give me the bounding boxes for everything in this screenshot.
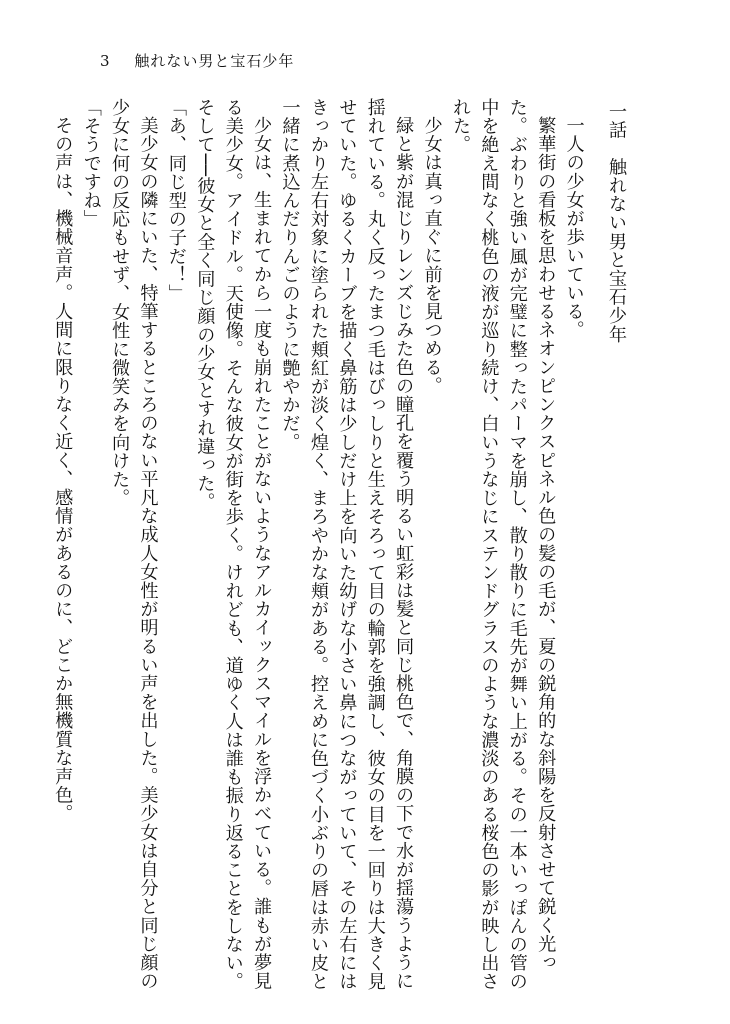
chapter-heading-gap <box>607 139 625 157</box>
paragraph: 少女は、生まれてから一度も崩れたことがないようなアルカイックスマイルを浮かべている。誰もが夢見る美少女。アイドル。天使像。そんな彼女が街を歩く。けれども、道ゆく人は誰も振り返ることをしない。そして──彼女と全く同じ顔の少女とすれ違った。 <box>194 98 273 991</box>
chapter-number: 一話 <box>606 102 627 140</box>
heading-spacer <box>588 98 602 998</box>
paragraph: 繁華街の看板を思わせるネオンピンクスピネル色の髪の毛が、夏の鋭角的な斜陽を反射させて鋭く光った。ぶわりと強い風が完璧に整ったパーマを崩し、散り散りに毛先が舞い上がる。その一本いっぽんの管の中を絶え間なく桃色の液が巡り続け、白いうなじにステンドグラスのような濃淡のある桜色の影が映し出された。 <box>449 98 557 991</box>
page-number: 3 <box>100 52 111 70</box>
chapter-title: 触れない男と宝石少年 <box>606 157 627 344</box>
chapter-heading <box>602 102 630 998</box>
paragraph: 緑と紫が混じりレンズじみた色の瞳孔を覆う明るい虹彩は髪と同じ桃色で、角膜の下で水が揺蕩うように揺れている。丸く反ったまつ毛はびっしりと生えそろって目の輪郭を強調し、彼女の目を一回りは大きく見せていた。ゆるくカーブを描く鼻筋は少しだけ上を向いた幼げな小さい鼻につながっていて、その左右にはきっかり左右対象に塗られた頬紅が淡く煌く、まろやかな頬がある。控えめに色づく小ぶりの唇は赤い皮と一緒に煮込んだりんごのように艶やかだ。 <box>279 98 415 991</box>
paragraph: その声は、機械音声。人間に限りなく近く、感情があるのに、どこか無機質な声色。 <box>52 116 74 823</box>
paragraph: 一人の少女が歩いている。 <box>563 116 585 340</box>
paragraph: 少女は真っ直ぐに前を見つめる。 <box>421 116 443 396</box>
running-header <box>100 50 294 71</box>
running-title: 触れない男と宝石少年 <box>134 52 295 70</box>
dialogue-line: 「あ、同じ型の子だ！」 <box>165 98 187 303</box>
paragraph: 美少女の隣にいた、特筆するところのない平凡な成人女性が明るい声を出した。美少女は自分と同じ顔の少女に何の反応もせず、女性に微笑みを向けた。 <box>109 98 159 991</box>
body-text <box>52 98 630 998</box>
dialogue-line: 「そうですね」 <box>80 98 102 229</box>
